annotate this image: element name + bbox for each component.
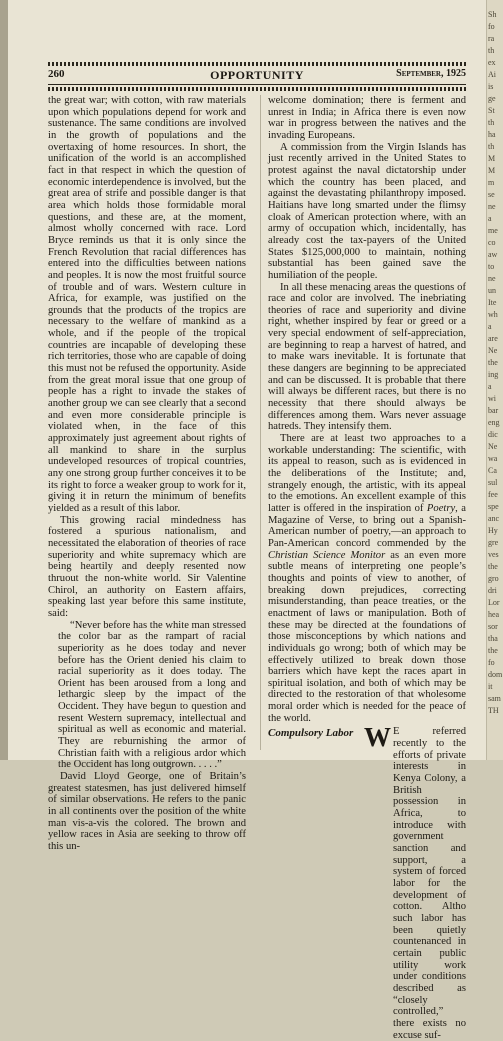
left-column: [48, 95, 246, 853]
adjacent-page-fragment: fo: [488, 658, 495, 667]
page-number: 260: [48, 68, 65, 80]
left-paragraph-2: This growing racial mindedness has fostered a spurious nationalism, and necessitated the elaboration of theories of race superiority and white supremacy which are being heartily and deeply resented now thruout the non-white world. Sir Valentine Chirol, an authority on Eastern affairs, speaking last year before this same institute, said:: [48, 514, 246, 619]
quotation-chirol: “Never before has the white man stressed the color bar as the rampart of racial superiority as he does today and never before has the Orient denied his claim to racial superiority as it does today. The Orient has been aroused from a long and lethargic sleep by the impact of the Occident. They have begun to question and resent Western supremacy, intellectual and spiritual as well as economic and material. They are reburnishing the armor of Christian faith with a religious ardor which the Occident has long outgrown. . . . .”: [58, 619, 246, 771]
adjacent-page-fragment: ge: [488, 94, 496, 103]
section-first-paragraph: E referred recently to the efforts of private interests in Kenya Colony, a British possession in Africa, to introduce with government sanction and support, a system of forced labor for the development of cotton. Altho such labor has been quietly countenanced in certain public utility work under conditions described as “closely controlled,” there exists no excuse suf-: [393, 726, 466, 1041]
adjacent-page-fragment: fo: [488, 22, 495, 31]
adjacent-page-fragment: wa: [488, 454, 498, 463]
header-rule-bottom: [48, 87, 466, 91]
adjacent-page-fragment: se: [488, 190, 495, 199]
running-head: [48, 68, 466, 82]
page: [8, 0, 486, 1041]
adjacent-page-fragment: ex: [488, 58, 496, 67]
adjacent-page-fragment: me: [488, 226, 498, 235]
adjacent-page-fragment: Ai: [488, 70, 496, 79]
adjacent-page-fragment: it: [488, 682, 493, 691]
right-paragraph-2: A commission from the Virgin Islands has just recently arrived in the United States to protest against the naval dictatorship under which the country has been placed, and against the devastating philanthropy imposed. Haitians have long smarted under the flimsy cloak of American protection where, with an army of occupation which, incidentally, has already cost the tax-payers of the United States $125,000,000 to maintain, nothing substantial has been gained save the humiliation of the people.: [268, 141, 466, 281]
adjacent-page-fragment: Sh: [488, 10, 497, 19]
paragraph-4-end: as an even more subtle means of interpreting one people’s thoughts and points of view to another, of breaking down prejudices, correcting misunderstanding, than peace treaties, or the enactment of laws or manipulation. Both of these may be directed at the foundations of those misconceptions by which nations and individuals go wrong; both of which may be effectively utilized to break down those barriers which have kept the races apart in spiritual isolation, and both of which may be directed to the restoration of that wholesome moral order which is needed for the peace of the world.: [268, 549, 466, 724]
adjacent-page-fragment: sor: [488, 622, 498, 631]
adjacent-page-fragment: aw: [488, 250, 498, 259]
adjacent-page-edge: [486, 0, 503, 760]
adjacent-page-fragment: m: [488, 178, 495, 187]
adjacent-page-fragment: gre: [488, 538, 499, 547]
adjacent-page-fragment: the: [488, 646, 498, 655]
adjacent-page-fragment: Hy: [488, 526, 498, 535]
right-paragraph-1: welcome domination; there is ferment and unrest in India; in Africa there is even now war in progress between the natives and the invading Europeans.: [268, 95, 466, 141]
adjacent-page-fragment: ing: [488, 370, 499, 379]
adjacent-page-fragment: hea: [488, 610, 500, 619]
adjacent-page-fragment: th: [488, 118, 495, 127]
adjacent-page-fragment: to: [488, 262, 495, 271]
adjacent-page-fragment: the: [488, 562, 498, 571]
adjacent-page-fragment: ne: [488, 274, 496, 283]
adjacent-page-fragment: tha: [488, 634, 498, 643]
adjacent-page-fragment: St: [488, 106, 495, 115]
adjacent-page-fragment: is: [488, 82, 494, 91]
paragraph-4-middle: , a Magazine of Verse, to bring out a Spanish-American number of poetry,—an approach to Pan-American concord commended by the: [268, 502, 467, 549]
issue-date: September, 1925: [396, 68, 466, 79]
right-paragraph-3: In all these menacing areas the questions of race and color are involved. The inebriating theories of race and superiority and divine right, whether inspired by fear or greed or a very special endowment of self-appreciation, are beginning to reap a harvest of hatred, and to make wars inevitable. It is fortunate that these dangers are beginning to be appreciated and can be discussed. It is probable that there will always be different races, but there is no necessity that there should always be differences among them. Wars never assuage hatreds. They intensify them.: [268, 281, 466, 433]
adjacent-page-fragment: Ca: [488, 466, 497, 475]
adjacent-page-fragment: gro: [488, 574, 499, 583]
adjacent-page-fragment: dom: [488, 670, 503, 679]
adjacent-page-fragment: sam: [488, 694, 501, 703]
adjacent-page-fragment: sul: [488, 478, 498, 487]
adjacent-page-fragment: the: [488, 358, 498, 367]
header-rule-top: [48, 62, 466, 66]
paragraph-4-start: There are at least two approaches to a workable understanding: The scientific, with its appeal to reason, such as is evidenced in the deliberations of the Institute; and, strangely enough, the artistic, with its appeal to the emotions. An excellent example of this latter is offered in the inspiration of: [268, 433, 466, 514]
adjacent-page-fragment: un: [488, 286, 496, 295]
adjacent-page-fragment: a: [488, 322, 492, 331]
adjacent-page-fragment: are: [488, 334, 498, 343]
adjacent-page-fragment: a: [488, 382, 492, 391]
adjacent-page-fragment: wh: [488, 310, 498, 319]
adjacent-page-fragment: Ite: [488, 298, 497, 307]
adjacent-page-fragment: wi: [488, 394, 496, 403]
left-paragraph-1: the great war; with cotton, with raw materials upon which populations depend for work and sustenance. The same conditions are involved in the growth of populations and the overtaxing of home resources. In short, the unification of the world is an accomplished fact in that respect in which the question of economic interdependence is involved, but the great area of strife and possible danger is that area which holds those formidable moral questions, and these are, at the moment, almost wholly concerned with race. Lord Bryce reminds us that it is only since the French Revolution that racial differences has entered into the difficulties between nations and peoples. It is now the most fruitful source of trouble and of wars. Western culture in Africa, for example, was justified on the grounds that the products of the tropics are necessary to the welfare of mankind as a whole, and if the people of the tropical countries are incapable of developing these rich territories, those who are capable of doing this must not be refused the opportunity. Aside from the great moral issue that one group of people has a right to invade the stakes of another group we can see clearly that a second and even more considerable principle is violated when, in the face of this approximately just agreement about rights of all mankind to share in the surplus undeveloped resources of tropical countries, any one strong group further conceives it to be its right to force a weaker group to work for it, giving it in return the minimum of benefits yielded as a result of this labor.: [48, 95, 246, 514]
header-rule-solid: [48, 84, 466, 85]
monitor-title: Christian Science Monitor: [268, 549, 386, 561]
adjacent-page-fragment: th: [488, 46, 495, 55]
adjacent-page-fragment: dri: [488, 586, 497, 595]
adjacent-page-fragment: anc: [488, 514, 500, 523]
compulsory-labor-section: [268, 722, 466, 1041]
adjacent-page-fragment: bar: [488, 406, 499, 415]
adjacent-page-fragment: a: [488, 214, 492, 223]
adjacent-page-fragment: ves: [488, 550, 499, 559]
adjacent-page-fragment: TH: [488, 706, 499, 715]
adjacent-page-fragment: Ne: [488, 442, 498, 451]
binding-gutter: [0, 0, 8, 760]
adjacent-page-fragment: Ne: [488, 346, 498, 355]
adjacent-page-fragment: dic: [488, 430, 498, 439]
adjacent-page-fragment: co: [488, 238, 496, 247]
column-divider: [260, 95, 261, 750]
adjacent-page-fragment: ne: [488, 202, 496, 211]
adjacent-page-fragment: Lor: [488, 598, 500, 607]
adjacent-page-fragment: fee: [488, 490, 498, 499]
journal-title: OPPORTUNITY: [210, 68, 304, 82]
drop-cap: W: [364, 722, 391, 753]
adjacent-page-fragment: eng: [488, 418, 500, 427]
section-heading: Compulsory Labor: [268, 727, 354, 740]
adjacent-page-fragment: M: [488, 154, 496, 163]
adjacent-page-fragment: th: [488, 142, 495, 151]
right-paragraph-4: [268, 433, 466, 724]
adjacent-page-fragment: M: [488, 166, 496, 175]
right-column: [268, 95, 466, 1041]
adjacent-page-fragment: spe: [488, 502, 499, 511]
adjacent-page-fragment: ha: [488, 130, 496, 139]
adjacent-page-fragment: ra: [488, 34, 495, 43]
poetry-title: Poetry: [426, 502, 456, 514]
left-paragraph-4: David Lloyd George, one of Britain’s greatest statesmen, has just delivered himself of similar observations. He refers to the panic in all continents over the position of the white man vis-a-vis the colored. The brown and yellow races in Asia are seeking to throw off this un-: [48, 771, 246, 852]
